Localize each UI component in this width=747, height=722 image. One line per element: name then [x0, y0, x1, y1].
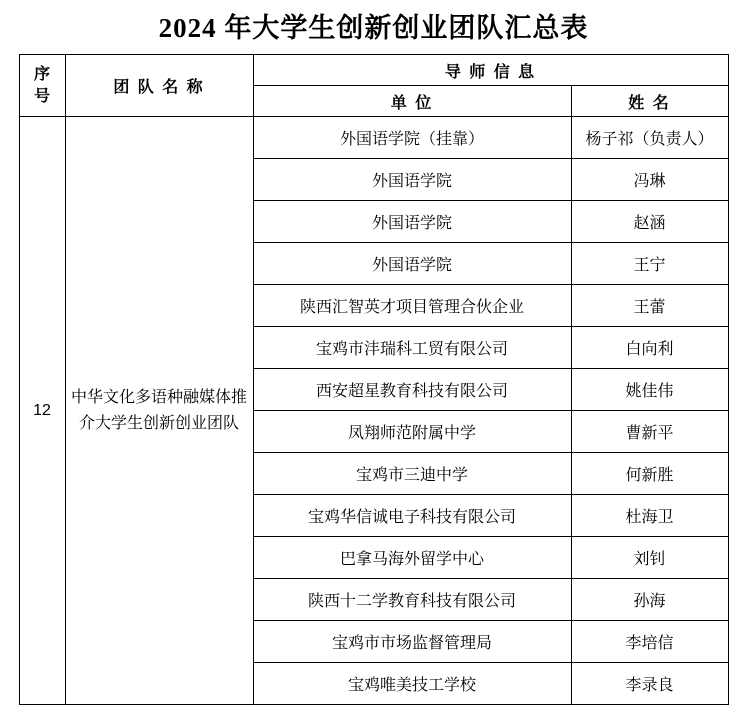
header-seq-line2: 号 [33, 87, 50, 105]
cell-unit: 宝鸡市沣瑞科工贸有限公司 [253, 327, 571, 369]
table-header [19, 55, 728, 117]
header-name: 姓 名 [571, 86, 728, 117]
cell-unit: 外国语学院 [253, 243, 571, 285]
summary-table [19, 54, 729, 705]
cell-mentor-name: 冯琳 [571, 159, 728, 201]
cell-mentor-name: 刘钊 [571, 537, 728, 579]
cell-unit: 宝鸡唯美技工学校 [253, 663, 571, 705]
header-mentor-info: 导 师 信 息 [253, 55, 728, 86]
cell-mentor-name: 赵涵 [571, 201, 728, 243]
cell-unit: 外国语学院 [253, 159, 571, 201]
header-seq-line1: 序 [33, 66, 50, 84]
cell-mentor-name: 李培信 [571, 621, 728, 663]
cell-mentor-name: 白向利 [571, 327, 728, 369]
page-title: 2024 年大学生创新创业团队汇总表 [158, 13, 589, 43]
cell-mentor-name: 王蕾 [571, 285, 728, 327]
cell-mentor-name: 孙海 [571, 579, 728, 621]
cell-mentor-name: 杜海卫 [571, 495, 728, 537]
cell-unit: 巴拿马海外留学中心 [253, 537, 571, 579]
cell-unit: 外国语学院 [253, 201, 571, 243]
header-team-name: 团 队 名 称 [65, 55, 253, 117]
header-seq [19, 55, 65, 117]
cell-unit: 外国语学院（挂靠） [253, 117, 571, 159]
cell-unit: 陕西汇智英才项目管理合伙企业 [253, 285, 571, 327]
cell-unit: 宝鸡市市场监督管理局 [253, 621, 571, 663]
cell-unit: 宝鸡华信诚电子科技有限公司 [253, 495, 571, 537]
cell-seq: 12 [19, 117, 65, 705]
header-unit: 单 位 [253, 86, 571, 117]
cell-mentor-name: 何新胜 [571, 453, 728, 495]
cell-team-name: 中华文化多语种融媒体推介大学生创新创业团队 [65, 117, 253, 705]
cell-mentor-name: 王宁 [571, 243, 728, 285]
cell-unit: 西安超星教育科技有限公司 [253, 369, 571, 411]
cell-unit: 凤翔师范附属中学 [253, 411, 571, 453]
cell-mentor-name: 姚佳伟 [571, 369, 728, 411]
cell-unit: 宝鸡市三迪中学 [253, 453, 571, 495]
cell-mentor-name: 杨子祁（负责人） [571, 117, 728, 159]
cell-mentor-name: 曹新平 [571, 411, 728, 453]
table-body [19, 117, 728, 705]
table-row [19, 117, 728, 159]
cell-unit: 陕西十二学教育科技有限公司 [253, 579, 571, 621]
cell-mentor-name: 李录良 [571, 663, 728, 705]
